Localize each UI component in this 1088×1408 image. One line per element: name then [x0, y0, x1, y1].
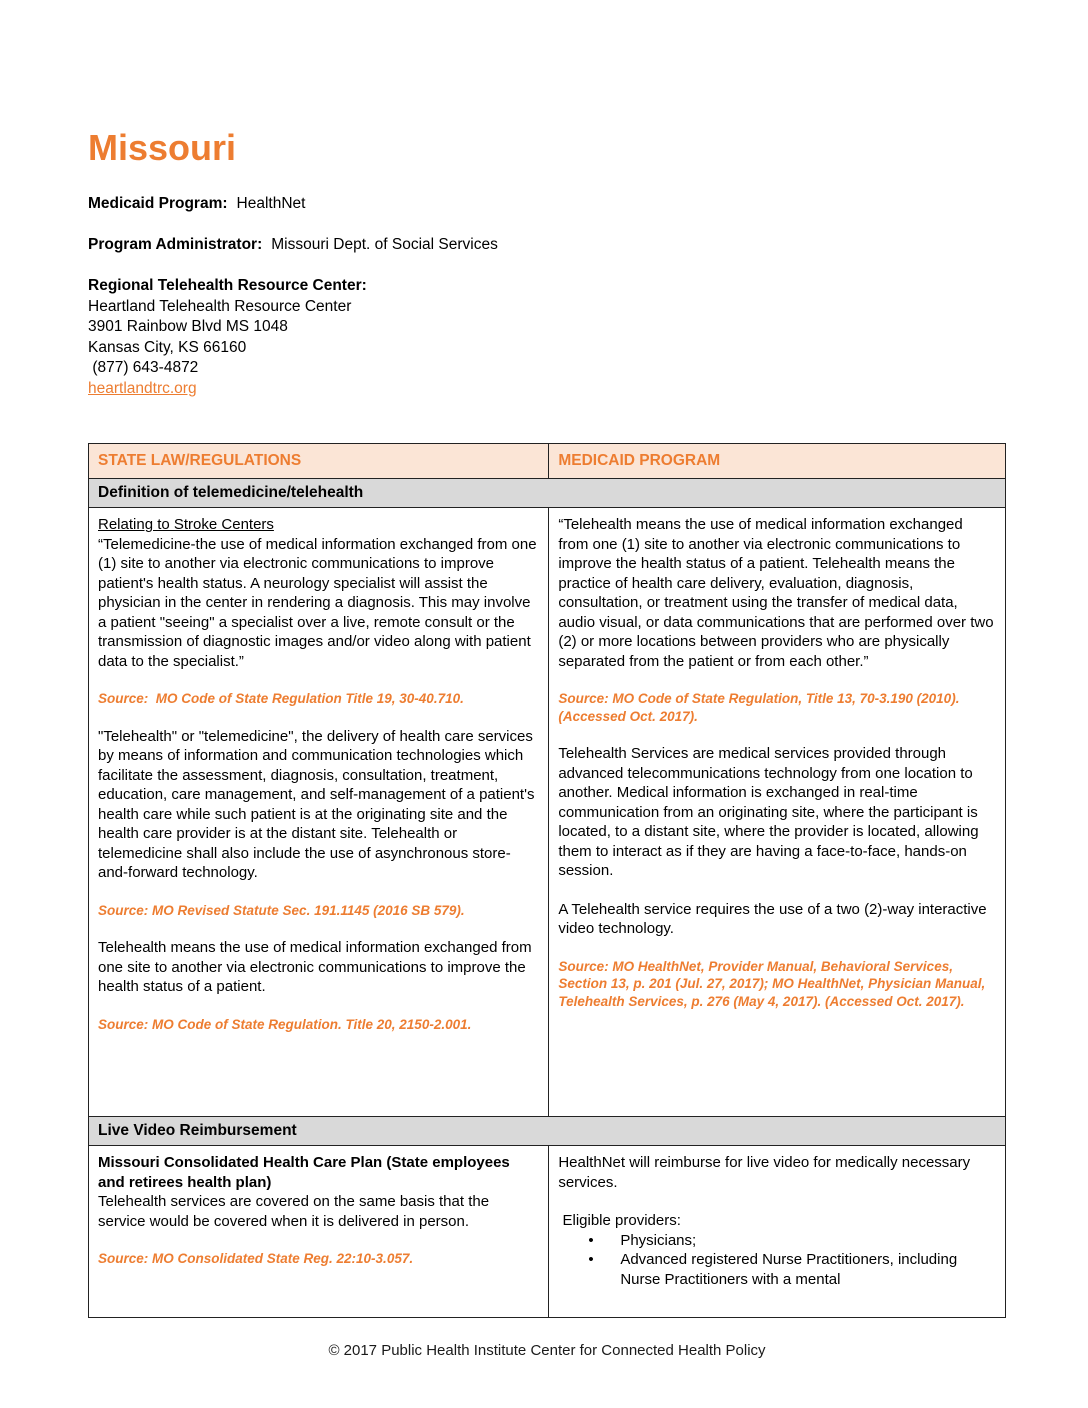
source-citation: Source: MO Consolidated State Reg. 22:10-3.057.: [98, 1251, 414, 1266]
page-title: Missouri: [88, 127, 237, 168]
stroke-centers-heading: Relating to Stroke Centers: [98, 516, 274, 533]
program-administrator-label: Program Administrator:: [88, 236, 263, 253]
source-citation: Source: MO Code of State Regulation Title 19, 30-40.710.: [98, 691, 464, 706]
list-item-text: Physicians;: [620, 1231, 697, 1249]
rtrc-org-name: Heartland Telehealth Resource Center: [88, 297, 352, 315]
source-citation: Source: MO Revised Statute Sec. 191.1145 (2016 SB 579).: [98, 902, 465, 918]
program-administrator-line: [88, 235, 1006, 255]
bullet-icon: •: [588, 1231, 594, 1249]
paragraph: Telehealth means the use of medical information exchanged from one site to another via electronic communications to improve the health status of a patient.: [98, 939, 532, 995]
paragraph: Telehealth services are covered on the same basis that the service would be covered when it is delivered in person.: [98, 1193, 490, 1230]
paragraph: “Telehealth means the use of medical information exchanged from one (1) site to another via electronic communications to improve the health status of a patient. Telehealth means the practice of health care delivery, evaluation, diagnosis, consultation, or treatment using the transfer of medical data, audio visual, or data communications that are performed over two (2) or more locations between providers who are physically separated from the patient or from each other.”: [558, 516, 994, 670]
section-header-live-video: Live Video Reimbursement: [89, 1117, 1006, 1146]
section-header-definition: Definition of telemedicine/telehealth: [89, 479, 1006, 508]
cell-definition-state-law: [89, 508, 549, 1117]
section-row-definition: [89, 479, 1006, 508]
bullet-icon: •: [588, 1251, 594, 1268]
health-care-plan-heading: Missouri Consolidated Health Care Plan (State employees and retirees health plan): [98, 1154, 510, 1191]
paragraph: Telehealth Services are medical services provided through advanced telecommunications technology from one location to another. Medical information is exchanged in real-time communication from an originating site, where the participant is located, to a distant site, where the provider is located, allowing them to interact as if they are having a face-to-face, hands-on session.: [558, 745, 979, 879]
eligible-providers-list: [558, 1231, 995, 1290]
page-footer: © 2017 Public Health Institute Center for Connected Health Policy: [328, 1342, 766, 1359]
rtrc-website-link[interactable]: heartlandtrc.org: [88, 379, 197, 397]
cell-live-video-state-law: [89, 1146, 549, 1318]
table-header-row: [89, 444, 1006, 479]
paragraph: “Telemedicine-the use of medical information exchanged from one (1) site to another via electronic communications to improve patient's health status. A neurology specialist will assist the physician in the center in rendering a diagnosis. This may involve a patient "seeing" a specialist over a live, remote consult or the transmission of diagnostic images and/or video along with patient data to the specialist.”: [98, 535, 537, 670]
rtrc-address-street: 3901 Rainbow Blvd MS 1048: [88, 318, 288, 335]
medicaid-program-value: HealthNet: [236, 195, 306, 212]
list-item: [588, 1250, 995, 1289]
cell-live-video-medicaid: [549, 1146, 1006, 1318]
medicaid-program-line: [88, 194, 1006, 214]
source-citation: Source: MO HealthNet, Provider Manual, Behavioral Services, Section 13, p. 201 (Jul. 27, 2017); MO HealthNet, Physician Manual, Telehealth Services, p. 276 (May 4, 2017). (Accessed Oct. 2017).: [558, 958, 989, 1009]
rtrc-address-city: Kansas City, KS 66160: [88, 338, 247, 356]
program-administrator-value: Missouri Dept. of Social Services: [271, 236, 498, 253]
list-item-text: Advanced registered Nurse Practitioners, including Nurse Practitioners with a mental: [620, 1251, 958, 1288]
list-item: [588, 1231, 995, 1251]
column-header-medicaid-program: MEDICAID PROGRAM: [549, 444, 1006, 479]
section-row-live-video: [89, 1117, 1006, 1146]
medicaid-program-label: Medicaid Program:: [88, 195, 228, 212]
source-citation: Source: MO Code of State Regulation. Title 20, 2150-2.001.: [98, 1016, 472, 1032]
paragraph: A Telehealth service requires the use of a two (2)-way interactive video technology.: [558, 900, 987, 937]
policy-table: [88, 443, 1006, 1318]
rtrc-label: Regional Telehealth Resource Center:: [88, 277, 367, 294]
source-citation: Source: MO Code of State Regulation, Title 13, 70-3.190 (2010). (Accessed Oct. 2017).: [558, 691, 964, 724]
paragraph: "Telehealth" or "telemedicine", the delivery of health care services by means of information and communication technologies which facilitate the assessment, diagnosis, consultation, treatment, education, care management, and self-management of a patient's health care while such patient is at the originating site and the health care provider is at the distant site. Telehealth or telemedicine shall also include the use of asynchronous store-and-forward technology.: [98, 727, 535, 881]
telehealth-resource-center-block: [88, 276, 1006, 399]
column-header-state-law: STATE LAW/REGULATIONS: [89, 444, 549, 479]
rtrc-phone: (877) 643-4872: [88, 359, 199, 376]
eligible-providers-label: Eligible providers:: [558, 1212, 681, 1229]
definition-content-row: [89, 508, 1006, 1117]
paragraph: HealthNet will reimburse for live video for medically necessary services.: [558, 1154, 971, 1191]
cell-definition-medicaid: [549, 508, 1006, 1117]
live-video-content-row: [89, 1146, 1006, 1318]
